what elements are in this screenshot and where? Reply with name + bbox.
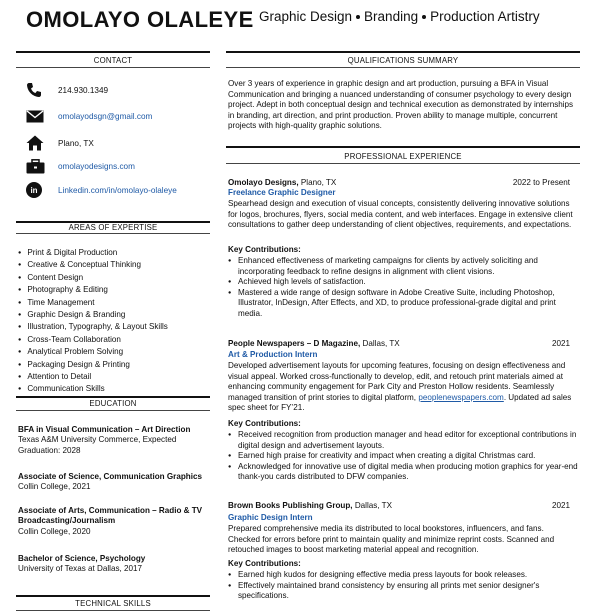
- job-summary: Spearhead design and execution of visual concepts, consistently delivering innovative solutions for logos, brochures, flyers, social media content, and web interfaces. Engage in extensive client consultations to gather deep understanding of client objectives, requirements, and expectations.: [228, 199, 573, 229]
- education-title: EDUCATION: [89, 399, 137, 408]
- contributions-list: [228, 570, 578, 602]
- list-item: ● Analytical Problem Solving: [18, 346, 168, 358]
- svg-text:in: in: [30, 186, 38, 195]
- briefcase-icon: [26, 157, 48, 175]
- list-item: ● Earned high praise for creativity and impact when creating a digital Christmas card.: [228, 451, 578, 462]
- list-item: ● Acknowledged for innovative use of digital media when producing motion graphics for year-end thank-you cards distributed to DFW companies.: [228, 462, 578, 483]
- job-role: Freelance Graphic Designer: [228, 188, 336, 197]
- divider: [16, 51, 210, 53]
- job-dates: 2021: [551, 501, 570, 510]
- location: Plano, TX: [58, 138, 94, 148]
- list-item: ● Received recognition from production manager and head editor for exceptional contributions in digital design and advertisement layouts.: [228, 430, 578, 451]
- qualifications-text: Over 3 years of experience in graphic design and art production, pursuing a BFA in Visual Communication and bringing a nuanced understanding of consumer psychology to every design project. Adept in both conceptual design and technical execution as demonstrated by internships in branding, art direction, and print production. Proven ability to manage multiple, concurrent projects with high-quality graphic solutions.: [228, 79, 574, 130]
- divider: [16, 396, 210, 398]
- linkedin-icon: [26, 181, 48, 199]
- technical-title: TECHNICAL SKILLS: [75, 599, 151, 608]
- divider: [226, 51, 580, 53]
- list-item: ● Earned high kudos for designing effective media press layouts for book releases.: [228, 570, 578, 581]
- list-item: ● Communication Skills: [18, 383, 168, 395]
- degree: BFA in Visual Communication – Art Direction: [18, 425, 191, 434]
- bullet-dot-icon: [422, 15, 426, 19]
- degree: Associate of Science, Communication Graphics: [18, 472, 202, 481]
- list-item: ● Effectively maintained brand consistency by ensuring all prints met senior designer's specifications.: [228, 581, 578, 602]
- company-name: Brown Books Publishing Group,: [228, 501, 353, 510]
- company-location: Dallas, TX: [354, 501, 392, 510]
- experience-title: PROFESSIONAL EXPERIENCE: [344, 152, 462, 161]
- home-icon: [26, 134, 48, 152]
- list-item: ● Creative & Conceptual Thinking: [18, 259, 168, 271]
- contact-linkedin: [26, 181, 177, 199]
- job-summary: [228, 361, 575, 414]
- list-item: ● Achieved high levels of satisfaction.: [228, 277, 578, 288]
- key-contributions-label: Key Contributions:: [228, 559, 301, 568]
- list-item: ● Photography & Editing: [18, 284, 168, 296]
- key-contributions-label: Key Contributions:: [228, 419, 301, 428]
- education-entry: [18, 472, 213, 493]
- job-header: [228, 339, 570, 348]
- qualifications-title: QUALIFICATIONS SUMMARY: [347, 56, 459, 65]
- education-entry: [18, 554, 213, 575]
- email-link[interactable]: omolayodsgn@gmail.com: [58, 111, 153, 121]
- contact-email: [26, 107, 152, 125]
- resume-header: [0, 0, 612, 44]
- phone-icon: [26, 81, 48, 99]
- company-name: People Newspapers – D Magazine,: [228, 339, 361, 348]
- contact-title: CONTACT: [93, 56, 133, 65]
- list-item: ● Packaging Design & Printing: [18, 359, 168, 371]
- phone-number: 214.930.1349: [58, 85, 109, 95]
- website-link[interactable]: peoplenewspapers.com: [418, 392, 504, 402]
- divider: [16, 610, 210, 611]
- list-item: ● Graphic Design & Branding: [18, 309, 168, 321]
- degree: Bachelor of Science, Psychology: [18, 554, 146, 563]
- candidate-name: OMOLAYO OLALEYE: [26, 7, 254, 32]
- company-name: Omolayo Designs,: [228, 178, 299, 187]
- list-item: ● Illustration, Typography, & Layout Skills: [18, 321, 168, 333]
- divider: [16, 410, 210, 411]
- job-header: [228, 501, 570, 510]
- job-dates: 2021: [551, 339, 570, 348]
- list-item: ● Enhanced effectiveness of marketing campaigns for clients by actively soliciting and incorporating feedback to refine designs in alignment with client visions.: [228, 256, 578, 277]
- job-dates: 2022 to Present: [512, 178, 570, 187]
- degree: Associate of Arts, Communication – Radio & TV Broadcasting/Journalism: [18, 506, 203, 526]
- divider: [226, 67, 580, 68]
- degree-detail: Collin College, 2020: [18, 526, 91, 536]
- education-entry: [18, 506, 213, 537]
- contributions-list: [228, 256, 578, 319]
- list-item: ● Content Design: [18, 272, 168, 284]
- list-item: ● Cross-Team Collaboration: [18, 334, 168, 346]
- job-role: Graphic Design Intern: [228, 513, 313, 522]
- contact-location: [26, 134, 94, 152]
- key-contributions-label: Key Contributions:: [228, 245, 301, 254]
- list-item: ● Mastered a wide range of design software in Adobe Creative Suite, including Photoshop, Illustrator, InDesign, After Effects, and XD, to produce professional-grade digital and print media.: [228, 288, 578, 320]
- degree-detail: Collin College, 2021: [18, 482, 91, 492]
- divider: [16, 595, 210, 597]
- email-icon: [26, 107, 48, 125]
- tagline-item: Graphic Design: [259, 9, 353, 24]
- degree-detail: Texas A&M University Commerce, Expected Graduation: 2028: [18, 435, 177, 455]
- bullet-dot-icon: [356, 15, 360, 19]
- contact-website: [26, 157, 135, 175]
- company-location: Plano, TX: [300, 178, 337, 187]
- tagline-item: Branding: [364, 9, 419, 24]
- job-summary-end: . Updated ad sales spec sheet for FY’21.: [228, 392, 572, 412]
- linkedin-link[interactable]: Linkedin.com/in/omolayo-olaleye: [58, 185, 177, 195]
- divider: [226, 163, 580, 164]
- job-role: Art & Production Intern: [228, 350, 318, 359]
- job-summary: Prepared comprehensive media its distributed to local bookstores, influencers, and fans. Checked for errors before print to maintain quality and minimize reprint costs. Scanned and retouched images to boost marketing material appeal and recognition.: [228, 524, 555, 554]
- list-item: ● Time Management: [18, 297, 168, 309]
- job-summary-text: Developed advertisement layouts for upcoming features, focusing on design effectiveness and visual appeal. Worked cross-functionally to develop, edit, and retouch print materials aimed at enhancing community engagement for Park City and Preston Hollow residents. Seamlessly managed transition of print stories to digital platform,: [228, 361, 566, 402]
- expertise-title: AREAS OF EXPERTISE: [68, 223, 158, 232]
- degree-detail: University of Texas at Dallas, 2017: [18, 564, 143, 574]
- job-header: [228, 178, 570, 187]
- education-entry: [18, 425, 213, 456]
- tagline: [259, 9, 540, 24]
- list-item: ● Attention to Detail: [18, 371, 168, 383]
- divider: [16, 67, 210, 68]
- divider: [16, 233, 210, 234]
- tagline-item: Production Artistry: [430, 9, 540, 24]
- contact-phone: [26, 81, 108, 99]
- divider: [226, 146, 580, 148]
- list-item: ● Print & Digital Production: [18, 247, 168, 259]
- company-location: Dallas, TX: [362, 339, 400, 348]
- contributions-list: [228, 430, 578, 483]
- expertise-list: [18, 247, 168, 396]
- website-link[interactable]: omolayodesigns.com: [58, 161, 135, 171]
